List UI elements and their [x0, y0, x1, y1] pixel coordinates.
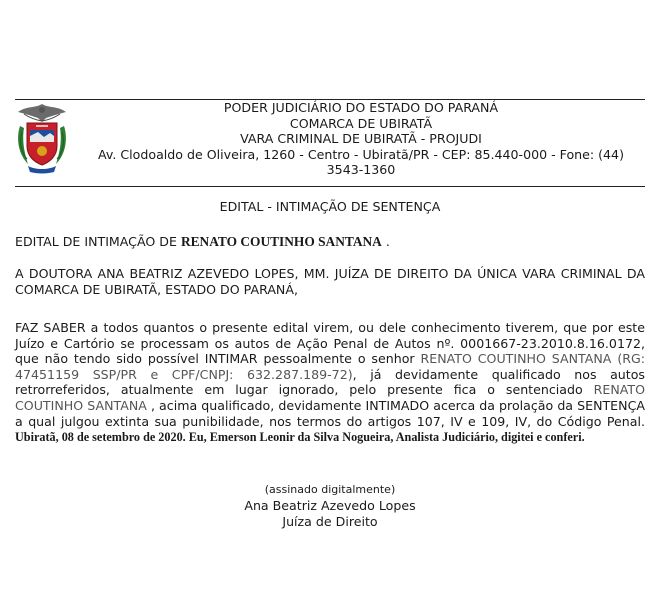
parana-coat-of-arms-icon — [14, 102, 70, 174]
signature-role: Juíza de Direito — [282, 514, 378, 529]
header-line-vara: VARA CRIMINAL DE UBIRATÃ - PROJUDI — [240, 131, 482, 147]
header-line-court: PODER JUDICIÁRIO DO ESTADO DO PARANÁ — [223, 100, 499, 115]
defendant-name: RENATO COUTINHO SANTANA — [15, 382, 645, 413]
header-bottom-rule — [15, 186, 645, 187]
intro-paragraph — [15, 234, 645, 250]
header-line-address: Av. Clodoaldo de Oliveira, 1260 - Centro - Ubiratã/PR - CEP: 85.440-000 - Fone: (44) 3543-1360 — [98, 146, 624, 178]
intro-suffix: . — [381, 234, 390, 249]
body-paragraph — [15, 320, 645, 446]
signature-name: Ana Beatriz Azevedo Lopes — [244, 498, 416, 513]
body-part-1: FAZ SABER a todos quantos o presente edital virem, ou dele conhecimento tiverem, que por este Juízo e Cartório se processam os autos de Ação Penal de Autos nº. 0001667-23.2010.8.16.0172, que não tendo sido possível INTIMAR pessoalmente o senhor — [15, 320, 645, 367]
court-header — [78, 100, 644, 178]
defendant-name-with-ids: RENATO COUTINHO SANTANA (RG: 47451159 SSP/PR e CPF/CNPJ: 632.287.189-72) — [15, 351, 645, 382]
closing-statement: Ubiratã, 08 de setembro de 2020. Eu, Emerson Leonir da Silva Nogueira, Analista Judiciário, digitei e conferi. — [15, 430, 585, 445]
signature-block — [15, 482, 645, 530]
judge-paragraph: A DOUTORA ANA BEATRIZ AZEVEDO LOPES, MM. JUÍZA DE DIREITO DA ÚNICA VARA CRIMINAL DA COMARCA DE UBIRATÃ, ESTADO DO PARANÁ, — [15, 266, 645, 297]
intro-prefix: EDITAL DE INTIMAÇÃO DE — [15, 234, 181, 249]
header-line-district: COMARCA DE UBIRATÃ — [289, 115, 433, 131]
signature-note: (assinado digitalmente) — [264, 483, 396, 496]
intro-name: RENATO COUTINHO SANTANA — [180, 234, 382, 249]
body-part-3: , acima qualificado, devidamente INTIMADO acerca da prolação da SENTENÇA a qual julgou extinta sua punibilidade, nos termos do artigos 107, IV e 109, IV, do Código Penal. — [15, 397, 645, 429]
document-title: EDITAL - INTIMAÇÃO DE SENTENÇA — [219, 199, 441, 214]
body-part-2: , já devidamente qualificado nos autos retrorreferidos, atualmente em lugar ignorado, pelo presente fica o sentenciado — [15, 366, 645, 398]
